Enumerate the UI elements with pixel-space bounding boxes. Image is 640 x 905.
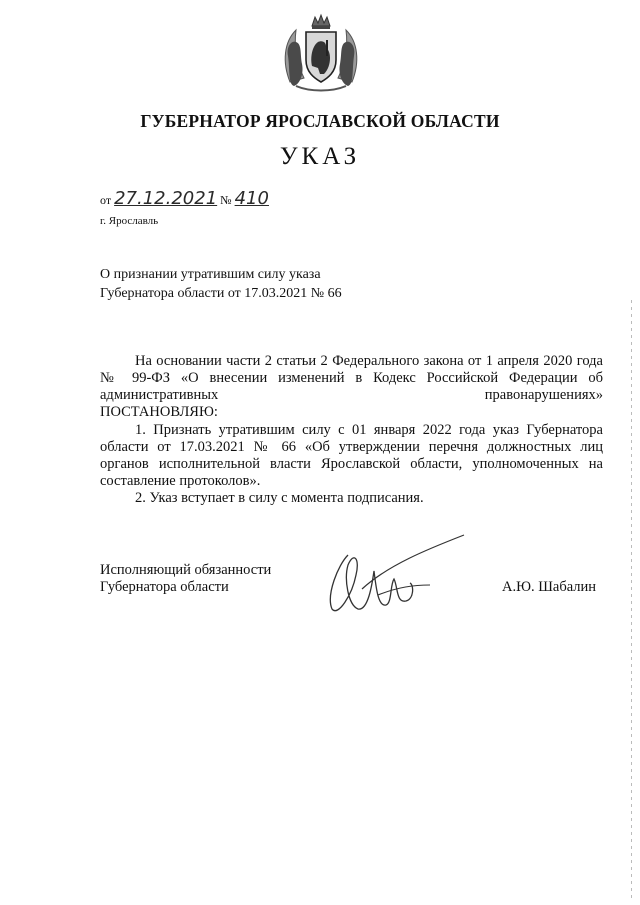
- handwritten-signature: [318, 525, 468, 620]
- handwritten-date: 27.12.2021: [114, 188, 218, 209]
- date-number-line: [100, 188, 269, 209]
- decree-item-2: 2. Указ вступает в силу с момента подписания.: [135, 490, 424, 506]
- decree-word: ПОСТАНОВЛЯЮ:: [100, 404, 218, 420]
- document-subject: О признании утратившим силу указа Губернатора области от 17.03.2021 № 66: [100, 267, 342, 301]
- signer-role-line-2: Губернатора области: [100, 579, 229, 595]
- city: г. Ярославль: [100, 215, 159, 227]
- number-prefix: №: [220, 193, 232, 207]
- signer-role: [100, 562, 271, 596]
- document-type-title: УКАЗ: [279, 143, 361, 170]
- preamble-paragraph: На основании части 2 статьи 2 Федерального закона от 1 апреля 2020 года № 99-ФЗ «О внесении изменений в Кодекс Российской Федерации об административных правонарушениях»: [100, 353, 603, 403]
- scan-edge-line: [631, 300, 632, 900]
- handwritten-number: 410: [234, 188, 269, 209]
- issuing-authority: ГУБЕРНАТОР ЯРОСЛАВСКОЙ ОБЛАСТИ: [140, 111, 500, 131]
- signer-role-line-1: Исполняющий обязанности: [100, 562, 272, 578]
- decree-item-1: 1. Признать утратившим силу с 01 января 2022 года указ Губернатора области от 17.03.2021 № 66 «Об утверждении перечня должностных лиц органов исполнительной власти Ярославской области, уполномоченных на составление протоколов».: [100, 422, 603, 489]
- date-prefix: от: [100, 193, 112, 207]
- coat-of-arms-emblem: [276, 12, 366, 94]
- signer-name: А.Ю. Шабалин: [502, 579, 597, 595]
